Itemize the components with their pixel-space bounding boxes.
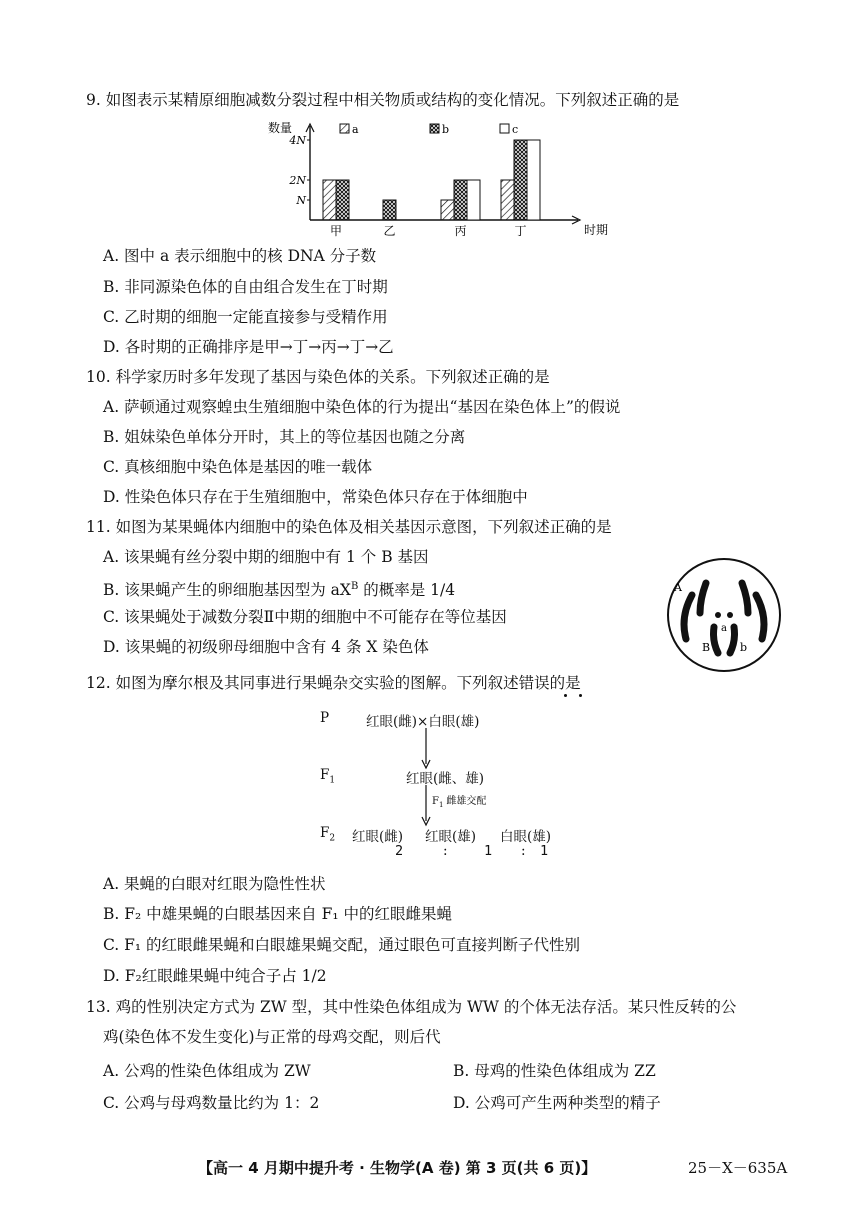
q10-option-b: B. 姐妹染色单体分开时，其上的等位基因也随之分离 xyxy=(103,428,466,446)
q13-option-a: A. 公鸡的性染色体组成为 ZW xyxy=(103,1062,311,1080)
gene-label-a: a xyxy=(721,623,727,634)
q9-option-d: D. 各时期的正确排序是甲→丁→丙→丁→乙 xyxy=(103,338,394,356)
exam-code: 25－X－635A xyxy=(688,1159,788,1177)
dot-chromosome-right xyxy=(727,612,733,618)
arrow-down xyxy=(420,785,432,827)
legend-swatch-b xyxy=(430,124,439,133)
bar-a-丁 xyxy=(501,180,514,220)
q11-stem: 11. 如图为某果蝇体内细胞中的染色体及相关基因示意图，下列叙述正确的是 xyxy=(86,518,612,536)
q10-option-a: A. 萨顿通过观察蝗虫生殖细胞中染色体的行为提出“基因在染色体上”的假说 xyxy=(103,398,621,416)
q13-stem-line1: 13. 鸡的性别决定方式为 ZW 型，其中性染色体组成为 WW 的个体无法存活。某只性反转的公 xyxy=(86,998,737,1016)
cross-ratio-value: 1 xyxy=(484,843,493,859)
x-tick-label: 丙 xyxy=(454,224,467,238)
bar-a-丙 xyxy=(441,200,454,220)
q9-bar-chart xyxy=(268,118,609,243)
cross-f1-note: $F_1$ 雌雄交配 xyxy=(432,796,487,809)
gene-label-B: B xyxy=(702,641,711,654)
gene-label-b: b xyxy=(740,641,748,654)
x-axis-label: 时期 xyxy=(584,223,609,237)
q10-stem: 10. 科学家历时多年发现了基因与染色体的关系。下列叙述正确的是 xyxy=(86,368,550,386)
q13-option-b: B. 母鸡的性染色体组成为 ZZ xyxy=(453,1062,656,1080)
bar-b-丙 xyxy=(454,180,467,220)
x-tick-label: 乙 xyxy=(383,224,396,238)
q13-option-d: D. 公鸡可产生两种类型的精子 xyxy=(453,1094,661,1112)
emphasis-dot xyxy=(579,694,582,697)
q12-option-b: B. F₂ 中雄果蝇的白眼基因来自 F₁ 中的红眼雌果蝇 xyxy=(103,905,452,923)
q9-stem: 9. 如图表示某精原细胞减数分裂过程中相关物质或结构的变化情况。下列叙述正确的是 xyxy=(86,91,680,109)
cross-p-text: 红眼(雌)×白眼(雄) xyxy=(366,714,480,730)
cross-ratio-sep: : xyxy=(443,843,448,859)
x-tick-label: 丁 xyxy=(514,224,527,238)
legend-swatch-a xyxy=(340,124,349,133)
q11-option-b-superscript: B xyxy=(350,581,359,592)
q11-cell-diagram xyxy=(664,555,784,675)
cross-ratio-sep: : xyxy=(521,843,526,859)
cross-f1-label: $F_1$ xyxy=(320,767,336,786)
bar-a-甲 xyxy=(323,180,336,220)
q13-stem-line2: 鸡(染色体不发生变化)与正常的母鸡交配，则后代 xyxy=(103,1028,441,1046)
gene-label-A: A xyxy=(674,581,682,594)
q10-option-d: D. 性染色体只存在于生殖细胞中，常染色体只存在于体细胞中 xyxy=(103,488,528,506)
bar-b-甲 xyxy=(336,180,349,220)
arrow-down xyxy=(420,728,432,770)
bar-b-丁 xyxy=(514,140,527,220)
legend-swatch-c xyxy=(500,124,509,133)
bar-b-乙 xyxy=(383,200,396,220)
legend-label-c: c xyxy=(512,123,519,136)
y-axis-label: 数量 xyxy=(268,121,293,135)
cross-f2-item: 红眼(雌) xyxy=(352,829,404,845)
emphasis-dot xyxy=(564,694,567,697)
cross-f1-text: 红眼(雌、雄) xyxy=(406,771,485,787)
q12-option-c: C. F₁ 的红眼雌果蝇和白眼雄果蝇交配，通过眼色可直接判断子代性别 xyxy=(103,936,581,954)
cross-p-label: P xyxy=(320,710,330,726)
q9-option-b: B. 非同源染色体的自由组合发生在丁时期 xyxy=(103,278,388,296)
q11-option-d: D. 该果蝇的初级卵母细胞中含有 4 条 X 染色体 xyxy=(103,638,429,656)
page-footer: 【高一 4 月期中提升考 · 生物学(A 卷) 第 3 页(共 6 页)】 xyxy=(198,1159,597,1177)
q10-option-c: C. 真核细胞中染色体是基因的唯一载体 xyxy=(103,458,373,476)
bar-c-丁 xyxy=(527,140,540,220)
q12-option-d: D. F₂红眼雌果蝇中纯合子占 1/2 xyxy=(103,967,327,985)
y-tick-label: 2N xyxy=(289,174,306,187)
y-tick-label: 4N xyxy=(289,134,306,147)
cross-f2-item: 白眼(雄) xyxy=(500,829,552,845)
q9-option-a: A. 图中 a 表示细胞中的核 DNA 分子数 xyxy=(103,247,377,265)
cross-ratio-value: 1 xyxy=(540,843,549,859)
cross-ratio-value: 2 xyxy=(395,843,404,859)
cross-f2-label: $F_2$ xyxy=(320,825,336,844)
q9-option-c: C. 乙时期的细胞一定能直接参与受精作用 xyxy=(103,308,388,326)
q11-option-b: B. 该果蝇产生的卵细胞基因型为 $aX^B$ 的概率是 1/4 xyxy=(103,581,456,600)
legend-label-b: b xyxy=(442,123,450,136)
y-tick-label: N xyxy=(296,194,306,207)
bar-c-丙 xyxy=(467,180,480,220)
q11-option-c: C. 该果蝇处于减数分裂Ⅱ中期的细胞中不可能存在等位基因 xyxy=(103,608,507,626)
q12-option-a: A. 果蝇的白眼对红眼为隐性性状 xyxy=(103,875,326,893)
legend-label-a: a xyxy=(352,123,359,136)
cross-f2-item: 红眼(雄) xyxy=(425,829,477,845)
q13-option-c: C. 公鸡与母鸡数量比约为 1：2 xyxy=(103,1094,320,1112)
q12-stem: 12. 如图为摩尔根及其同事进行果蝇杂交实验的图解。下列叙述错误的是 xyxy=(86,674,581,692)
q11-option-a: A. 该果蝇有丝分裂中期的细胞中有 1 个 B 基因 xyxy=(103,548,429,566)
dot-chromosome-left xyxy=(715,612,721,618)
x-tick-label: 甲 xyxy=(329,224,343,238)
